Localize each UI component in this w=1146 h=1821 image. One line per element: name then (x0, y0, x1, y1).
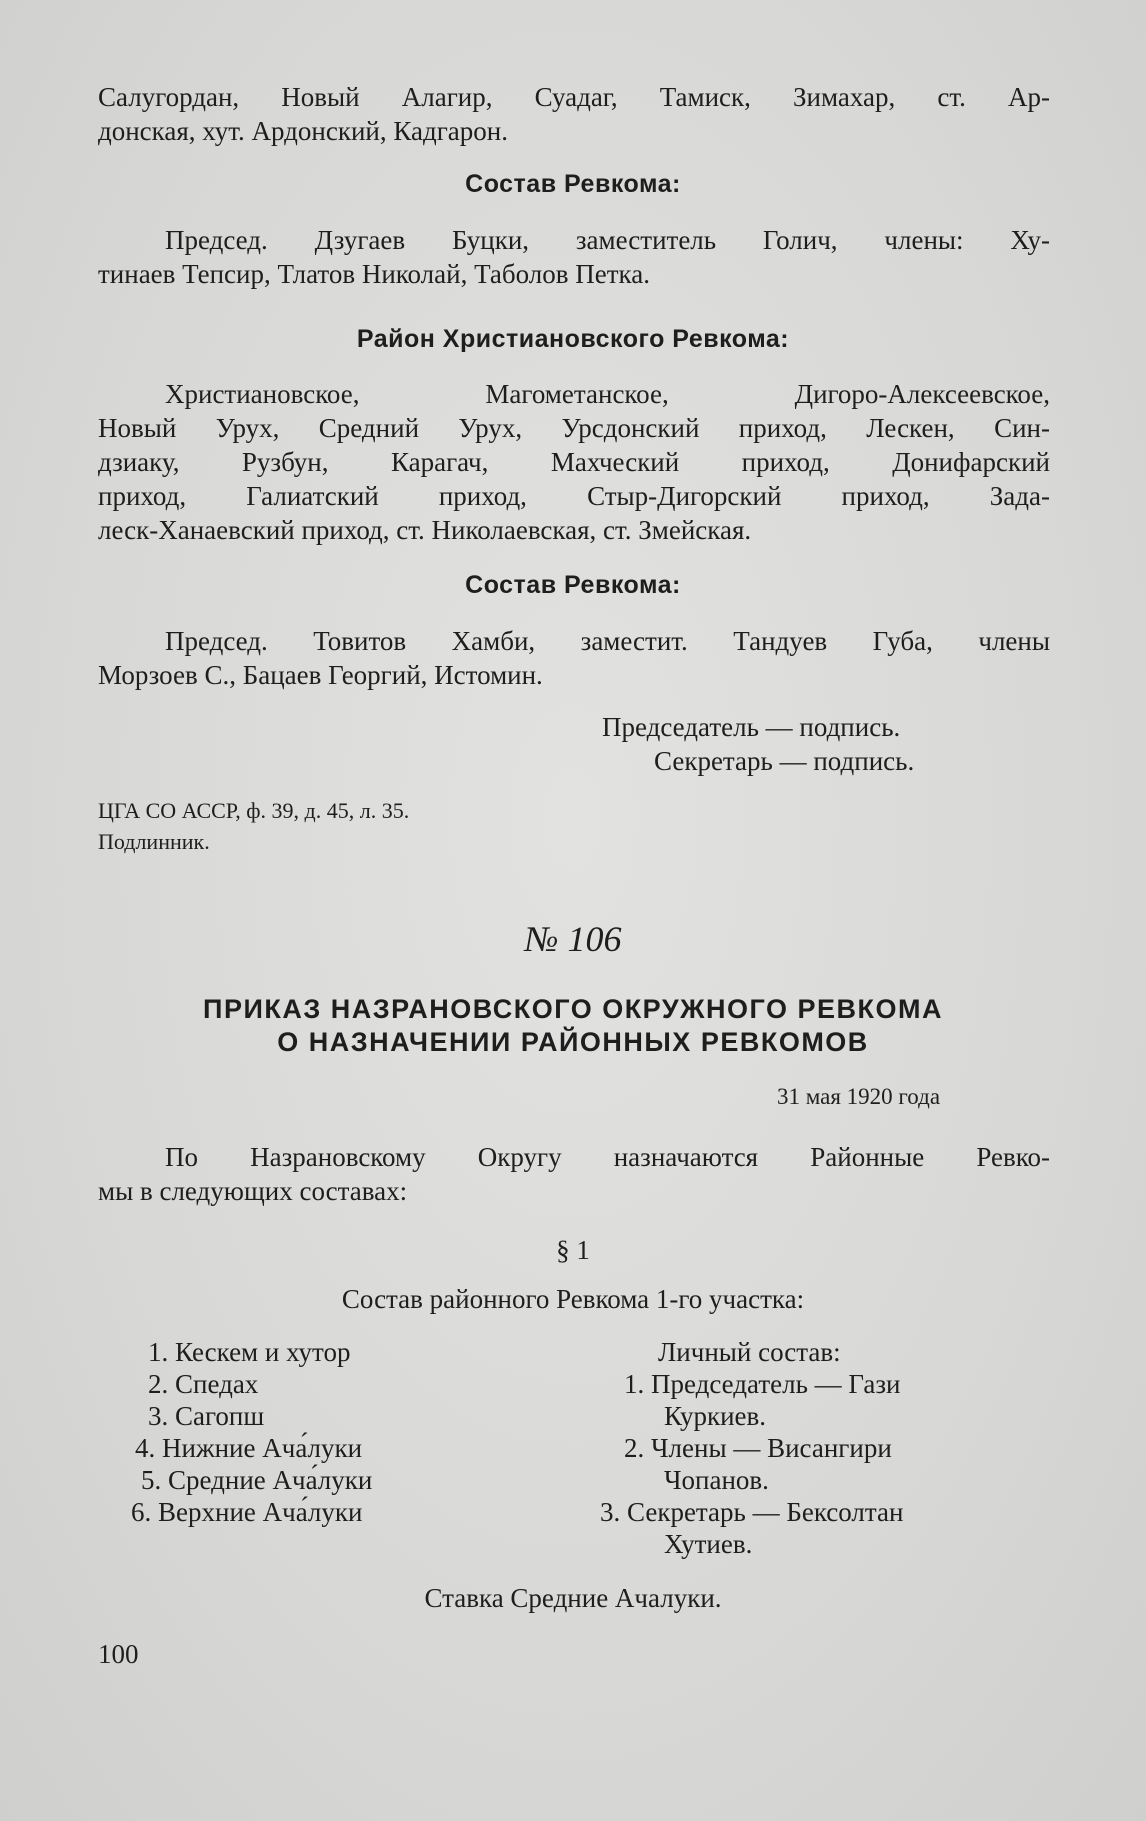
rayon-line-2: Новый Урух, Средний Урух, Урсдонский приход, Лескен, Син- (98, 413, 1050, 443)
personnel-line: Куркиев. (664, 1401, 767, 1431)
village-item: 4. Нижние Ача́луки (135, 1433, 363, 1463)
personnel-line: Хутиев. (664, 1529, 753, 1559)
rayon-line-3: дзиаку, Рузбун, Карагач, Махческий приход, Донифарский (98, 447, 1050, 477)
intro-line-2: донская, хут. Ардонский, Кадгарон. (98, 116, 508, 146)
page-number: 100 (98, 1639, 139, 1669)
archive-reference: ЦГА СО АССР, ф. 39, д. 45, л. 35. (98, 798, 410, 823)
signature-chairman: Председатель — подпись. (602, 712, 901, 742)
sostav-2-line-2: Морзоев С., Бацаев Георгий, Истомин. (98, 660, 543, 690)
document-title-line-2: О НАЗНАЧЕНИИ РАЙОННЫХ РЕВКОМОВ (277, 1027, 869, 1057)
order-para-line-1: По Назрановскому Округу назначаются Районные Ревко- (165, 1142, 1050, 1172)
paragraph-mark: § 1 (556, 1235, 590, 1265)
signature-secretary: Секретарь — подпись. (654, 746, 915, 776)
order-para-line-2: мы в следующих составах: (98, 1176, 408, 1206)
section-heading-sostav-2: Состав Ревкома: (465, 571, 681, 599)
document-title-line-1: ПРИКАЗ НАЗРАНОВСКОГО ОКРУЖНОГО РЕВКОМА (203, 994, 943, 1024)
sostav-2-line-1: Председ. Товитов Хамби, заместит. Тандуев Губа, члены (165, 626, 1050, 656)
village-item: 5. Средние Ача́луки (141, 1465, 373, 1495)
section-heading-sostav-1: Состав Ревкома: (465, 170, 681, 198)
village-item: 1. Кескем и хутор (148, 1337, 351, 1367)
personnel-line: Чопанов. (664, 1465, 769, 1495)
sostav-1-line-2: тинаев Тепсир, Тлатов Николай, Таболов Петка. (98, 259, 650, 289)
document-date: 31 мая 1920 года (777, 1084, 941, 1109)
headquarters-line: Ставка Средние Ачалуки. (424, 1583, 722, 1613)
village-item: 6. Верхние Ача́луки (131, 1497, 363, 1527)
intro-line-1: Салугордан, Новый Алагир, Суадаг, Тамиск, Зимахар, ст. Ар- (98, 82, 1050, 112)
section-title: Состав районного Ревкома 1-го участка: (341, 1284, 805, 1314)
village-item: 2. Спедах (148, 1369, 259, 1399)
personnel-line: 3. Секретарь — Бексолтан (600, 1497, 904, 1527)
rayon-line-4: приход, Галиатский приход, Стыр-Дигорский приход, Зада- (98, 481, 1050, 511)
document-number: № 106 (524, 919, 622, 959)
village-item: 3. Сагопш (148, 1401, 265, 1431)
personnel-line: 1. Председатель — Гази (624, 1369, 901, 1399)
personnel-heading: Личный состав: (658, 1337, 841, 1367)
section-heading-rayon: Район Христиановского Ревкома: (356, 325, 790, 353)
rayon-line-5: леск-Ханаевский приход, ст. Николаевская, ст. Змейская. (98, 515, 752, 545)
sostav-1-line-1: Председ. Дзугаев Буцки, заместитель Голич, члены: Ху- (165, 225, 1050, 255)
personnel-line: 2. Члены — Висангири (624, 1433, 892, 1463)
archive-note: Подлинник. (98, 829, 210, 854)
rayon-line-1: Христиановское, Магометанское, Дигоро-Алексеевское, (165, 379, 1050, 409)
